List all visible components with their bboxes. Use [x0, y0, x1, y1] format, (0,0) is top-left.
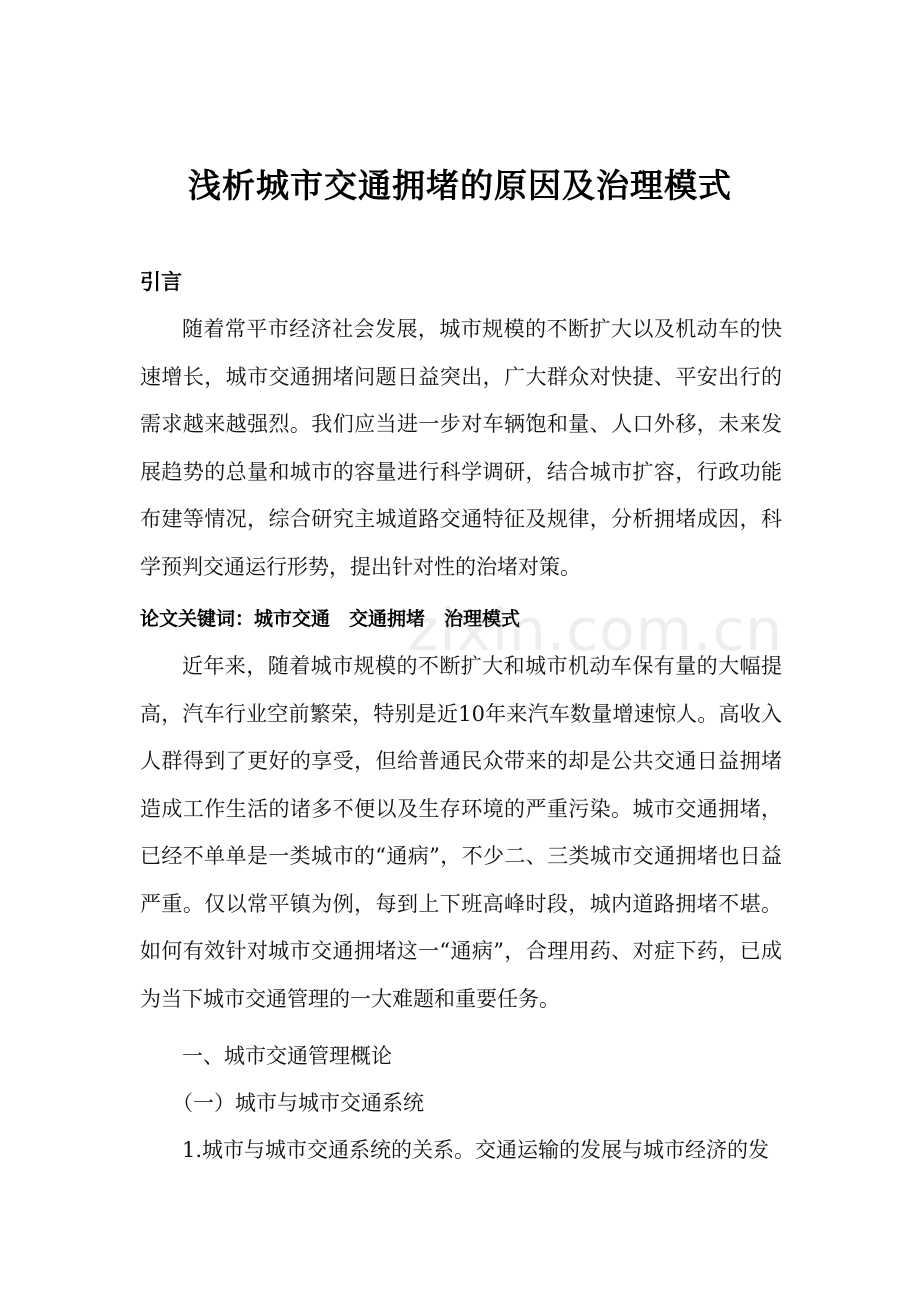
intro-heading: 引言 [140, 270, 182, 294]
watermark: zixin.com.cn [408, 596, 784, 664]
subsection-heading: （一）城市与城市交通系统 [172, 1091, 424, 1115]
item-line: 1.城市与城市交通系统的关系。交通运输的发展与城市经济的发 [182, 1138, 770, 1162]
section-heading: 一、城市交通管理概论 [182, 1044, 392, 1068]
document-title: 浅析城市交通拥堵的原因及治理模式 [188, 166, 732, 205]
body-paragraph: 近年来，随着城市规模的不断扩大和城市机动车保有量的大幅提高，汽车行业空前繁荣，特别是近10年来汽车数量增速惊人。高收入人群得到了更好的享受，但给普通民众带来的却是公共交通日益拥堵造成工作生活的诸多不便以及生存环境的严重污染。城市交通拥堵，已经不单单是一类城市的“通病”，不少二、三类城市交通拥堵也日益严重。仅以常平镇为例，每到上下班高峰时段，城内道路拥堵不堪。如何有效针对城市交通拥堵这一“通病”，合理用药、对症下药，已成为当下城市交通管理的一大难题和重要任务。 [140, 654, 782, 1011]
intro-paragraph: 随着常平市经济社会发展，城市规模的不断扩大以及机动车的快速增长，城市交通拥堵问题日益突出，广大群众对快捷、平安出行的需求越来越强烈。我们应当进一步对车辆饱和量、人口外移，未来发展趋势的总量和城市的容量进行科学调研，结合城市扩容，行政功能布建等情况，综合研究主城道路交通特征及规律，分析拥堵成因，科学预判交通运行形势，提出针对性的治堵对策。 [140, 317, 782, 579]
keywords-line: 论文关键词：城市交通 交通拥堵 治理模式 [140, 608, 521, 630]
